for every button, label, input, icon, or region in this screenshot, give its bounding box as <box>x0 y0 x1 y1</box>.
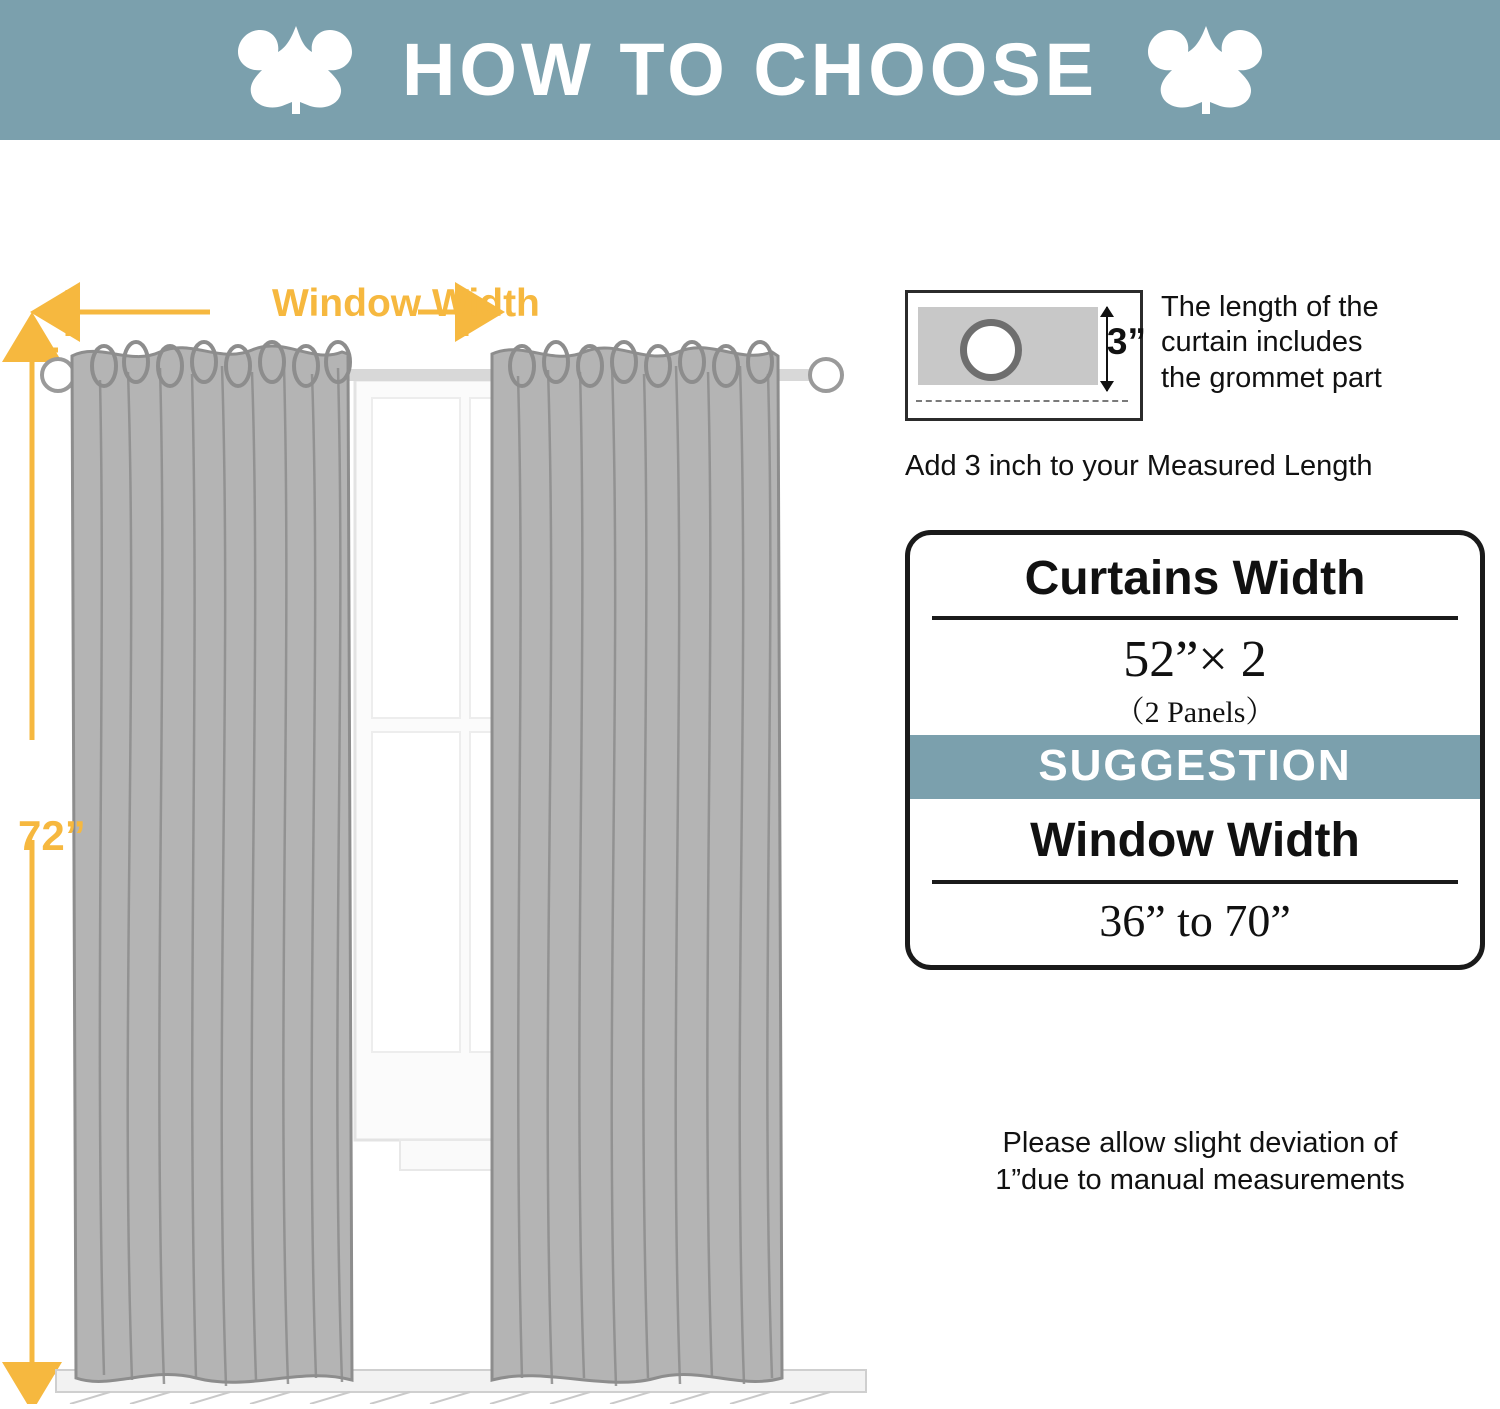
window-width-label: Window Width <box>272 282 540 325</box>
card-panel-count: （2 Panels） <box>1114 696 1276 729</box>
header-banner <box>0 0 1500 140</box>
grommet-detail <box>905 290 1500 421</box>
grommet-ring-icon <box>960 319 1022 381</box>
curtain-diagram-svg <box>0 140 880 1404</box>
diagram-canvas <box>0 140 1500 1404</box>
deviation-note-line-2: 1”due to manual measurements <box>995 1163 1405 1196</box>
card-title: Curtains Width <box>1024 552 1366 605</box>
curtain-illustration <box>0 140 880 1404</box>
deviation-note <box>905 1125 1495 1198</box>
page-title: HOW TO CHOOSE <box>401 28 1099 111</box>
grommet-description-line-3: the grommet part <box>1161 361 1382 394</box>
fleur-de-lis-icon <box>1140 22 1270 118</box>
info-column <box>890 140 1500 1404</box>
card-subtitle: Window Width <box>1030 814 1360 867</box>
suggestion-card <box>905 530 1485 970</box>
fleur-de-lis-icon <box>230 22 360 118</box>
add-length-note: Add 3 inch to your Measured Length <box>905 450 1373 482</box>
grommet-diagram <box>905 290 1146 421</box>
grommet-description <box>1161 290 1382 396</box>
deviation-note-line-1: Please allow slight deviation of <box>1002 1127 1398 1159</box>
card-measurement: 52”× 2 <box>1123 631 1267 688</box>
suggestion-banner: SUGGESTION <box>910 735 1480 799</box>
grommet-dimension-label: 3” <box>1106 321 1146 362</box>
curtain-length-label: 72” <box>18 812 86 859</box>
card-measurement-block <box>910 620 1480 735</box>
card-range: 36” to 70” <box>1099 895 1291 946</box>
grommet-description-line-2: curtain includes <box>1161 326 1363 359</box>
grommet-dashed-line <box>916 400 1128 402</box>
grommet-description-line-1: The length of the <box>1161 291 1379 323</box>
